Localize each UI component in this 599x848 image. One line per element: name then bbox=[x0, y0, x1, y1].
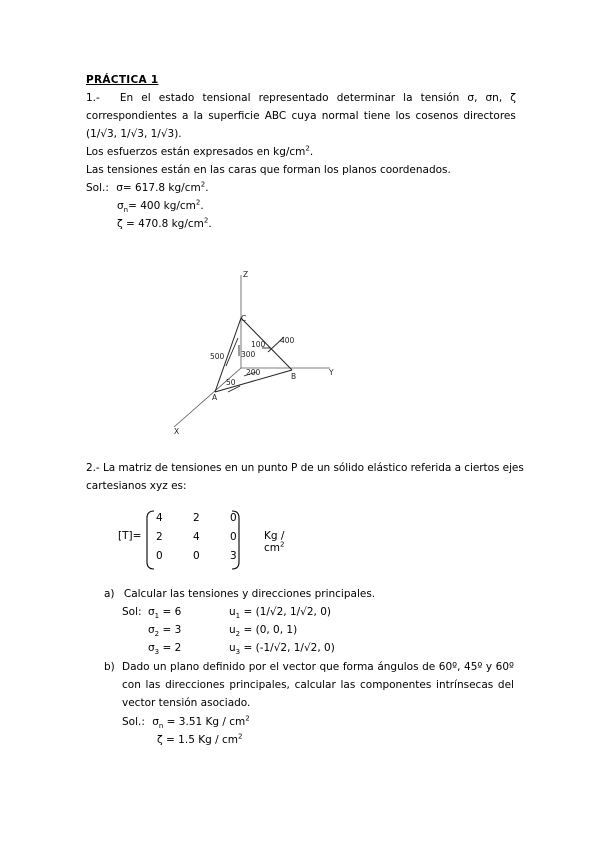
p1-l4-sup: 2 bbox=[305, 144, 310, 153]
part-b-zeta-val: ζ = 1.5 Kg / cm bbox=[157, 734, 238, 746]
p1-l2-w5: cuya bbox=[291, 110, 317, 122]
part-b-sol-label: Sol.: bbox=[122, 716, 145, 728]
label-50: 50 bbox=[226, 378, 236, 387]
label-500: 500 bbox=[210, 352, 225, 361]
p1-l4-end: . bbox=[309, 146, 314, 158]
p1-sol-zeta-end: . bbox=[208, 218, 212, 230]
p1-l1-w5: determinar bbox=[336, 92, 396, 104]
part-b-line1 bbox=[122, 660, 514, 674]
b-l1-w: de bbox=[422, 661, 436, 673]
p1-sol-sigma-sup: 2 bbox=[200, 180, 206, 189]
sigma-symbol: σ bbox=[148, 606, 155, 618]
b-l2-w: componentes bbox=[360, 679, 432, 691]
b-l1-w: que bbox=[319, 661, 340, 673]
p1-l2-w7: tiene bbox=[363, 110, 391, 122]
p1-l2-w1: a bbox=[182, 110, 189, 122]
p1-l2-w0: correspondientes bbox=[86, 110, 177, 122]
part-b-sigman-val: = 3.51 Kg / cm bbox=[166, 716, 246, 728]
b-l2-w: intrínsecas bbox=[436, 679, 494, 691]
b-l1-w: el bbox=[269, 661, 280, 673]
matrix-cell: 0 bbox=[230, 531, 237, 543]
b-l1-w: 45º bbox=[464, 661, 483, 673]
matrix-cell: 3 bbox=[230, 550, 237, 562]
label-400: 400 bbox=[280, 336, 295, 345]
label-100: 100 bbox=[251, 340, 266, 349]
b-l1-w: Dado bbox=[122, 661, 150, 673]
b-l1-w: definido bbox=[202, 661, 246, 673]
p1-line2 bbox=[86, 109, 516, 123]
part-b-line3: vector tensión asociado. bbox=[122, 697, 251, 709]
p1-solution-2 bbox=[117, 199, 204, 213]
principal-stress-1 bbox=[148, 605, 181, 619]
edge-cb bbox=[241, 318, 292, 370]
p1-line1 bbox=[86, 91, 516, 105]
p1-l1-w9: σn, bbox=[485, 92, 503, 104]
label-axis-x: X bbox=[174, 427, 180, 436]
p2-line2: cartesianos xyz es: bbox=[86, 480, 187, 492]
matrix-label: [T]= bbox=[118, 530, 142, 542]
b-l1-w: forma bbox=[342, 661, 374, 673]
sigma-symbol: σ bbox=[148, 642, 155, 654]
part-b-label: b) bbox=[104, 661, 115, 673]
matrix-left-bracket bbox=[146, 510, 156, 570]
p1-l2-w6: normal bbox=[321, 110, 359, 122]
u-subscript: 2 bbox=[235, 630, 241, 639]
part-b-sigman-sup: 2 bbox=[245, 714, 250, 723]
part-a-text: Calcular las tensiones y direcciones principales. bbox=[123, 588, 376, 600]
u-symbol: u bbox=[229, 606, 236, 618]
label-point-c: C bbox=[241, 314, 247, 323]
p2-line1: 2.- La matriz de tensiones en un punto P de un sólido elástico referida a ciertos ejes bbox=[86, 462, 524, 474]
p1-line4 bbox=[86, 145, 313, 159]
b-l2-w: calcular bbox=[294, 679, 336, 691]
matrix-cell: 2 bbox=[156, 531, 163, 543]
p1-sol-sigman-sym: σ bbox=[117, 200, 124, 212]
b-l1-w: 60º bbox=[495, 661, 514, 673]
part-a-sol-label: Sol: bbox=[122, 606, 142, 618]
b-l1-w: ángulos bbox=[377, 661, 419, 673]
part-b-sigman-sub: n bbox=[158, 722, 164, 731]
p1-l1-w7: tensión bbox=[420, 92, 460, 104]
b-l1-w: por bbox=[248, 661, 267, 673]
p1-l1-w10: ζ bbox=[510, 92, 516, 104]
matrix-cell: 4 bbox=[156, 512, 163, 524]
matrix-cell: 0 bbox=[156, 550, 163, 562]
matrix-cell: 0 bbox=[230, 512, 237, 524]
vector-50 bbox=[228, 386, 240, 392]
p1-sol-sigma: σ= 617.8 kg/cm bbox=[116, 182, 201, 194]
b-l2-w: con bbox=[122, 679, 141, 691]
axis-x-line bbox=[174, 368, 241, 427]
b-l1-w: 60º, bbox=[438, 661, 461, 673]
label-axis-z: Z bbox=[243, 270, 249, 279]
label-200: 200 bbox=[246, 368, 261, 377]
part-b-sol-2 bbox=[157, 733, 242, 747]
p1-sol-zeta: ζ = 470.8 kg/cm bbox=[117, 218, 204, 230]
part-a-label: a) bbox=[104, 588, 115, 600]
label-point-a: A bbox=[212, 393, 218, 402]
sigma-value: = 6 bbox=[162, 606, 182, 618]
p1-l2-w10: directores bbox=[463, 110, 516, 122]
p1-sol-sigma-end: . bbox=[205, 182, 209, 194]
p1-line3: (1/√3, 1/√3, 1/√3). bbox=[86, 128, 182, 140]
matrix-right-bracket bbox=[230, 510, 240, 570]
p1-sol-sigman-end: . bbox=[200, 200, 204, 212]
p1-l1-w3: tensional bbox=[202, 92, 251, 104]
part-b-line2 bbox=[122, 678, 514, 692]
p1-l1-w6: la bbox=[403, 92, 413, 104]
page-title: PRÁCTICA 1 bbox=[86, 74, 159, 86]
b-l2-w: direcciones bbox=[165, 679, 225, 691]
principal-direction-3 bbox=[229, 641, 335, 655]
sigma-subscript: 1 bbox=[154, 612, 160, 621]
p1-l1-w1: el bbox=[141, 92, 151, 104]
label-300: 300 bbox=[241, 350, 256, 359]
label-axis-y: Y bbox=[329, 368, 334, 377]
principal-stress-3 bbox=[148, 641, 181, 655]
part-b-sigman-sym: σ bbox=[152, 716, 159, 728]
vector-200 bbox=[244, 372, 256, 376]
b-l1-w: plano bbox=[170, 661, 200, 673]
u-value: = (1/√2, 1/√2, 0) bbox=[243, 606, 332, 618]
matrix-unit-sup: 2 bbox=[280, 540, 285, 549]
p1-l2-w2: la bbox=[193, 110, 204, 122]
b-l2-w: las bbox=[145, 679, 161, 691]
sigma-value: = 2 bbox=[162, 642, 182, 654]
u-subscript: 1 bbox=[235, 612, 241, 621]
p1-solution-1 bbox=[86, 181, 209, 195]
u-subscript: 3 bbox=[235, 648, 241, 657]
p1-l2-w8: los bbox=[395, 110, 411, 122]
sigma-value: = 3 bbox=[162, 624, 182, 636]
edge-ab bbox=[215, 370, 292, 392]
b-l2-w: las bbox=[340, 679, 356, 691]
p1-solution-3 bbox=[117, 217, 212, 231]
p1-l1-w8: σ, bbox=[467, 92, 478, 104]
p1-l2-w3: superficie bbox=[208, 110, 260, 122]
principal-direction-2 bbox=[229, 623, 297, 637]
p1-l1-w4: representado bbox=[258, 92, 329, 104]
sigma-subscript: 3 bbox=[154, 648, 160, 657]
matrix-cell: 4 bbox=[193, 531, 200, 543]
part-b-sol-1 bbox=[122, 715, 250, 729]
p1-line5: Las tensiones están en las caras que forman los planos coordenados. bbox=[86, 164, 451, 176]
principal-direction-1 bbox=[229, 605, 331, 619]
b-l2-w: principales, bbox=[229, 679, 290, 691]
p1-l1-w2: estado bbox=[158, 92, 195, 104]
b-l1-w: un bbox=[153, 661, 167, 673]
b-l1-w: vector bbox=[282, 661, 316, 673]
vector-400 bbox=[268, 337, 284, 352]
p1-l2-w4: ABC bbox=[264, 110, 287, 122]
b-l2-w: del bbox=[497, 679, 514, 691]
p1-sol-sigman-val: = 400 kg/cm bbox=[128, 200, 196, 212]
p1-sol-sigman-sup: 2 bbox=[195, 198, 201, 207]
p1-l1-w0: En bbox=[119, 92, 134, 104]
p1-number: 1.- bbox=[86, 92, 100, 104]
u-value: = (0, 0, 1) bbox=[243, 624, 298, 636]
p1-sol-zeta-sup: 2 bbox=[203, 216, 209, 225]
edge-ac bbox=[215, 318, 241, 392]
matrix-unit-text: Kg / cm bbox=[264, 530, 285, 554]
principal-stress-2 bbox=[148, 623, 181, 637]
p1-sol-label: Sol.: bbox=[86, 182, 109, 194]
p1-sol-sigman-sub: n bbox=[123, 206, 129, 215]
matrix-unit bbox=[264, 530, 284, 554]
part-b-zeta-sup: 2 bbox=[238, 732, 243, 741]
p1-l4-text: Los esfuerzos están expresados en kg/cm bbox=[86, 146, 306, 158]
matrix-cell: 2 bbox=[193, 512, 200, 524]
label-point-b: B bbox=[291, 372, 297, 381]
u-symbol: u bbox=[229, 624, 236, 636]
sigma-symbol: σ bbox=[148, 624, 155, 636]
p1-l2-w9: cosenos bbox=[415, 110, 459, 122]
sigma-subscript: 2 bbox=[154, 630, 160, 639]
matrix-cell: 0 bbox=[193, 550, 200, 562]
part-a-statement bbox=[104, 587, 375, 601]
b-l1-w: y bbox=[485, 661, 493, 673]
u-symbol: u bbox=[229, 642, 236, 654]
vector-500 bbox=[226, 338, 238, 366]
u-value: = (-1/√2, 1/√2, 0) bbox=[243, 642, 335, 654]
part-a-sol-row1 bbox=[122, 605, 142, 619]
